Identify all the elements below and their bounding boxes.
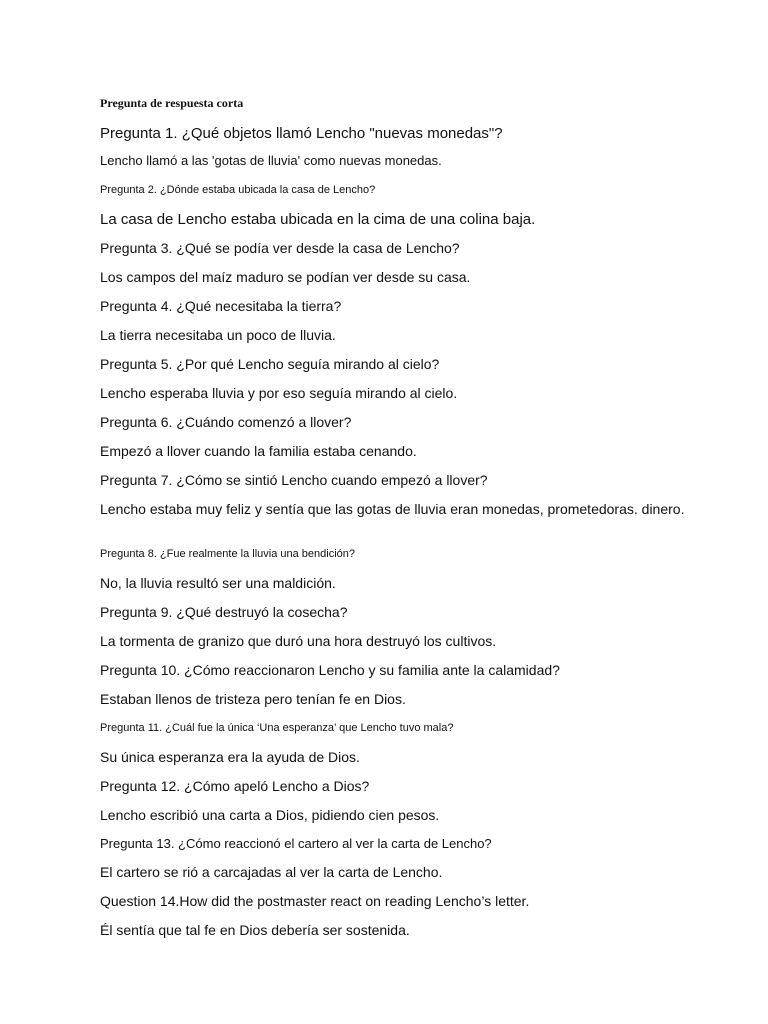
- answer-2: La casa de Lencho estaba ubicada en la cima de una colina baja.: [100, 211, 536, 228]
- answer-7: Lencho estaba muy feliz y sentía que las gotas de lluvia eran monedas, prometedoras. dinero.: [100, 501, 685, 517]
- answer-4: La tierra necesitaba un poco de lluvia.: [100, 327, 336, 343]
- question-6: Pregunta 6. ¿Cuándo comenzó a llover?: [100, 414, 352, 430]
- question-11: Pregunta 11. ¿Cuál fue la única ‘Una esperanza’ que Lencho tuvo mala?: [100, 722, 454, 734]
- question-14: Question 14.How did the postmaster react on reading Lencho’s letter.: [100, 893, 530, 909]
- answer-3: Los campos del maíz maduro se podían ver desde su casa.: [100, 269, 471, 285]
- question-10: Pregunta 10. ¿Cómo reaccionaron Lencho y su familia ante la calamidad?: [100, 662, 560, 678]
- answer-9: La tormenta de granizo que duró una hora destruyó los cultivos.: [100, 633, 497, 649]
- question-9: Pregunta 9. ¿Qué destruyó la cosecha?: [100, 604, 348, 620]
- answer-10: Estaban llenos de tristeza pero tenían fe en Dios.: [100, 691, 406, 707]
- answer-13: El cartero se rió a carcajadas al ver la carta de Lencho.: [100, 864, 443, 880]
- answer-5: Lencho esperaba lluvia y por eso seguía mirando al cielo.: [100, 385, 458, 401]
- answer-8: No, la lluvia resultó ser una maldición.: [100, 575, 336, 591]
- question-8: Pregunta 8. ¿Fue realmente la lluvia una bendición?: [100, 548, 355, 560]
- answer-14: Él sentía que tal fe en Dios debería ser sostenida.: [100, 922, 410, 938]
- question-12: Pregunta 12. ¿Cómo apeló Lencho a Dios?: [100, 778, 370, 794]
- question-13: Pregunta 13. ¿Cómo reaccionó el cartero al ver la carta de Lencho?: [100, 836, 492, 851]
- answer-12: Lencho escribió una carta a Dios, pidiendo cien pesos.: [100, 807, 440, 823]
- question-4: Pregunta 4. ¿Qué necesitaba la tierra?: [100, 298, 342, 314]
- question-5: Pregunta 5. ¿Por qué Lencho seguía mirando al cielo?: [100, 356, 440, 372]
- document-heading: Pregunta de respuesta corta: [100, 96, 244, 110]
- question-1: Pregunta 1. ¿Qué objetos llamó Lencho "nuevas monedas"?: [100, 125, 503, 142]
- answer-1: Lencho llamó a las 'gotas de lluvia' como nuevas monedas.: [100, 153, 442, 168]
- answer-11: Su única esperanza era la ayuda de Dios.: [100, 749, 360, 765]
- question-2: Pregunta 2. ¿Dónde estaba ubicada la casa de Lencho?: [100, 184, 376, 196]
- question-7: Pregunta 7. ¿Cómo se sintió Lencho cuando empezó a llover?: [100, 472, 488, 488]
- answer-6: Empezó a llover cuando la familia estaba cenando.: [100, 443, 417, 459]
- question-3: Pregunta 3. ¿Qué se podía ver desde la casa de Lencho?: [100, 240, 460, 256]
